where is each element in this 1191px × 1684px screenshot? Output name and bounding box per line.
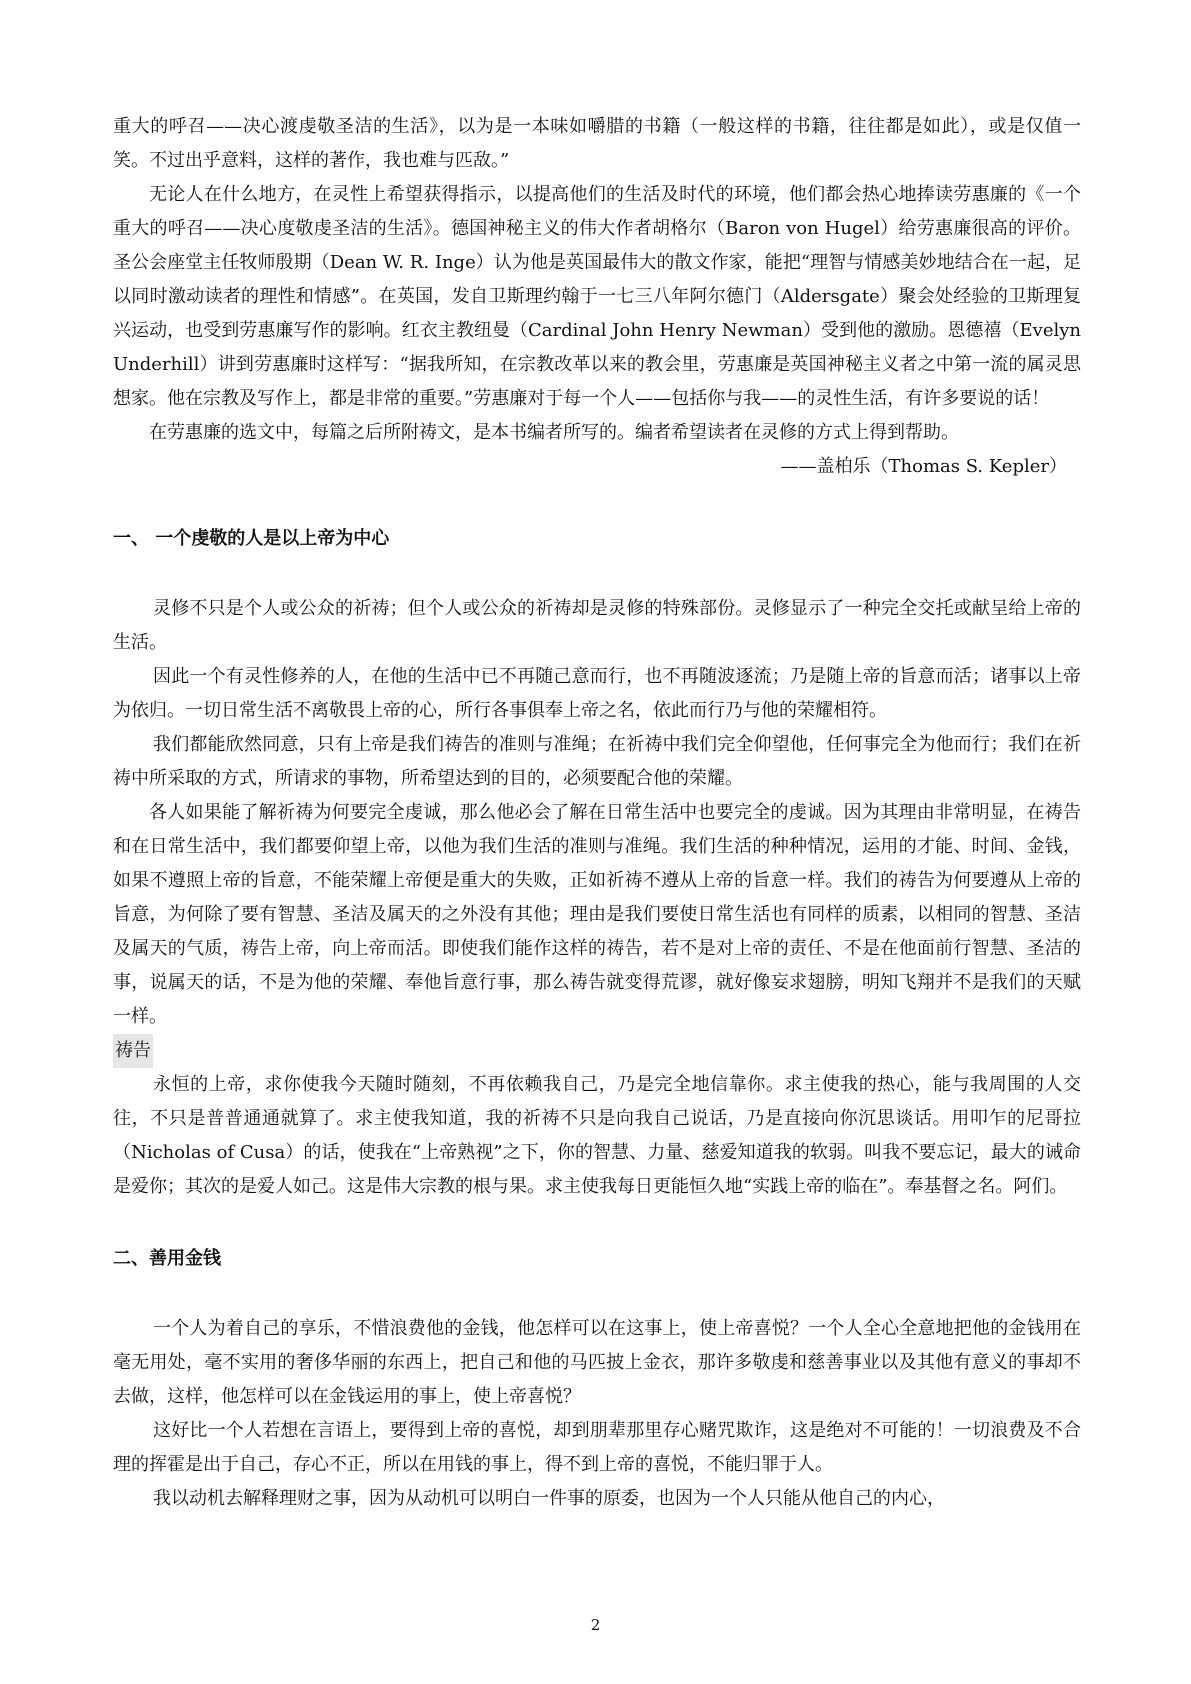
spacer [113,484,1081,522]
section-1-paragraph: 我们都能欣然同意，只有上帝是我们祷告的准则与准绳；在祈祷中我们完全仰望他，任何事完全为他而行；我们在祈祷中所采取的方式，所请求的事物，所希望达到的目的，必须要配合他的荣耀。 [113,734,1081,789]
prayer-label-line [113,1034,1081,1068]
intro-paragraph-3: 在劳惠廉的选文中，每篇之后所附祷文，是本书编者所写的。编者希望读者在灵修的方式上得到帮助。 [149,422,959,443]
spacer [113,556,1081,592]
section-2-paragraph: 一个人为着自己的享乐，不惜浪费他的金钱，他怎样可以在这事上，使上帝喜悦？一个人全心全意地把他的金钱用在毫无用处，毫不实用的奢侈华丽的东西上，把自己和他的马匹披上金衣，那许多敬虔和慈善事业以及其他有意义的事却不去做，这样，他怎样可以在金钱运用的事上，使上帝喜悦？ [113,1318,1081,1407]
prayer-text: 永恒的上帝，求你使我今天随时随刻，不再依赖我自己，乃是完全地信靠你。求主使我的热心，能与我周围的人交往，不只是普普通通就算了。求主使我知道，我的祈祷不只是向我自己说话，乃是直接向你沉思谈话。用叩乍的尼哥拉（Nicholas of Cusa）的话，使我在“上帝熟视”之下，你的智慧、力量、慈爱知道我的软弱。叫我不要忘记，最大的诫命是爱你；其次的是爱人如己。这是伟大宗教的根与果。求主使我每日更能恒久地“实践上帝的临在”。奉基督之名。阿们。 [113,1074,1081,1197]
section-1-heading: 一、 一个虔敬的人是以上帝为中心 [113,528,390,549]
section-2-paragraph: 我以动机去解释理财之事，因为从动机可以明白一件事的原委，也因为一个人只能从他自己的内心， [153,1488,945,1509]
prayer-label: 祷告 [113,1034,153,1068]
page-number: 2 [590,1616,601,1634]
section-1-paragraph: 因此一个有灵性修养的人，在他的生活中已不再随己意而行，也不再随波逐流；乃是随上帝的旨意而活；诸事以上帝为依归。一切日常生活不离敬畏上帝的心，所行各事俱奉上帝之名，依此而行乃与他的荣耀相符。 [113,666,1081,721]
page-content [113,110,1081,1516]
section-1-paragraph: 灵修不只是个人或公众的祈祷；但个人或公众的祈祷却是灵修的特殊部份。灵修显示了一种完全交托或献呈给上帝的生活。 [113,598,1081,653]
section-2-paragraph: 这好比一个人若想在言语上，要得到上帝的喜悦，却到朋辈那里存心赌咒欺诈，这是绝对不可能的！一切浪费及不合理的挥霍是出于自己，存心不正，所以在用钱的事上，得不到上帝的喜悦，不能归罪于人。 [113,1420,1081,1475]
section-1-paragraph: 各人如果能了解祈祷为何要完全虔诚，那么他必会了解在日常生活中也要完全的虔诚。因为其理由非常明显，在祷告和在日常生活中，我们都要仰望上帝，以他为我们生活的准则与准绳。我们生活的种种情况，运用的才能、时间、金钱，如果不遵照上帝的旨意，不能荣耀上帝便是重大的失败，正如祈祷不遵从上帝的旨意一样。我们的祷告为何要遵从上帝的旨意，为何除了要有智慧、圣洁及属天的之外没有其他；理由是我们要使日常生活也有同样的质素，以相同的智慧、圣洁及属天的气质，祷告上帝，向上帝而活。即使我们能作这样的祷告，若不是对上帝的责任、不是在他面前行智慧、圣洁的事，说属天的话，不是为他的荣耀、奉他旨意行事，那么祷告就变得荒谬，就好像妄求翅膀，明知飞翔并不是我们的天赋一样。 [113,802,1081,1027]
intro-signature: ——盖柏乐（Thomas S. Kepler） [780,456,1067,477]
spacer [113,1204,1081,1242]
spacer [113,1276,1081,1312]
intro-paragraph-1: 重大的呼召——决心渡虔敬圣洁的生活》，以为是一本味如嚼腊的书籍（一般这样的书籍，往往都是如此），或是仅值一笑。不过出乎意料，这样的著作，我也难与匹敌。” [113,116,1081,171]
intro-paragraph-2: 无论人在什么地方，在灵性上希望获得指示，以提高他们的生活及时代的环境，他们都会热心地捧读劳惠廉的《一个重大的呼召——决心度敬虔圣洁的生活》。德国神秘主义的伟大作者胡格尔（Baron von Hugel）给劳惠廉很高的评价。圣公会座堂主任牧师殷期（Dean W. R. Inge）认为他是英国最伟大的散文作家，能把“理智与情感美妙地结合在一起，足以同时激动读者的理性和情感”。在英国，发自卫斯理约翰于一七三八年阿尔德门（Aldersgate）聚会处经验的卫斯理复兴运动，也受到劳惠廉写作的影响。红衣主教纽曼（Cardinal John Henry Newman）受到他的激励。恩德禧（Evelyn Underhill）讲到劳惠廉时这样写：“据我所知，在宗教改革以来的教会里，劳惠廉是英国神秘主义者之中第一流的属灵思想家。他在宗教及写作上，都是非常的重要。”劳惠廉对于每一个人——包括你与我——的灵性生活，有许多要说的话！ [113,184,1081,409]
section-2-heading: 二、善用金钱 [113,1248,221,1269]
